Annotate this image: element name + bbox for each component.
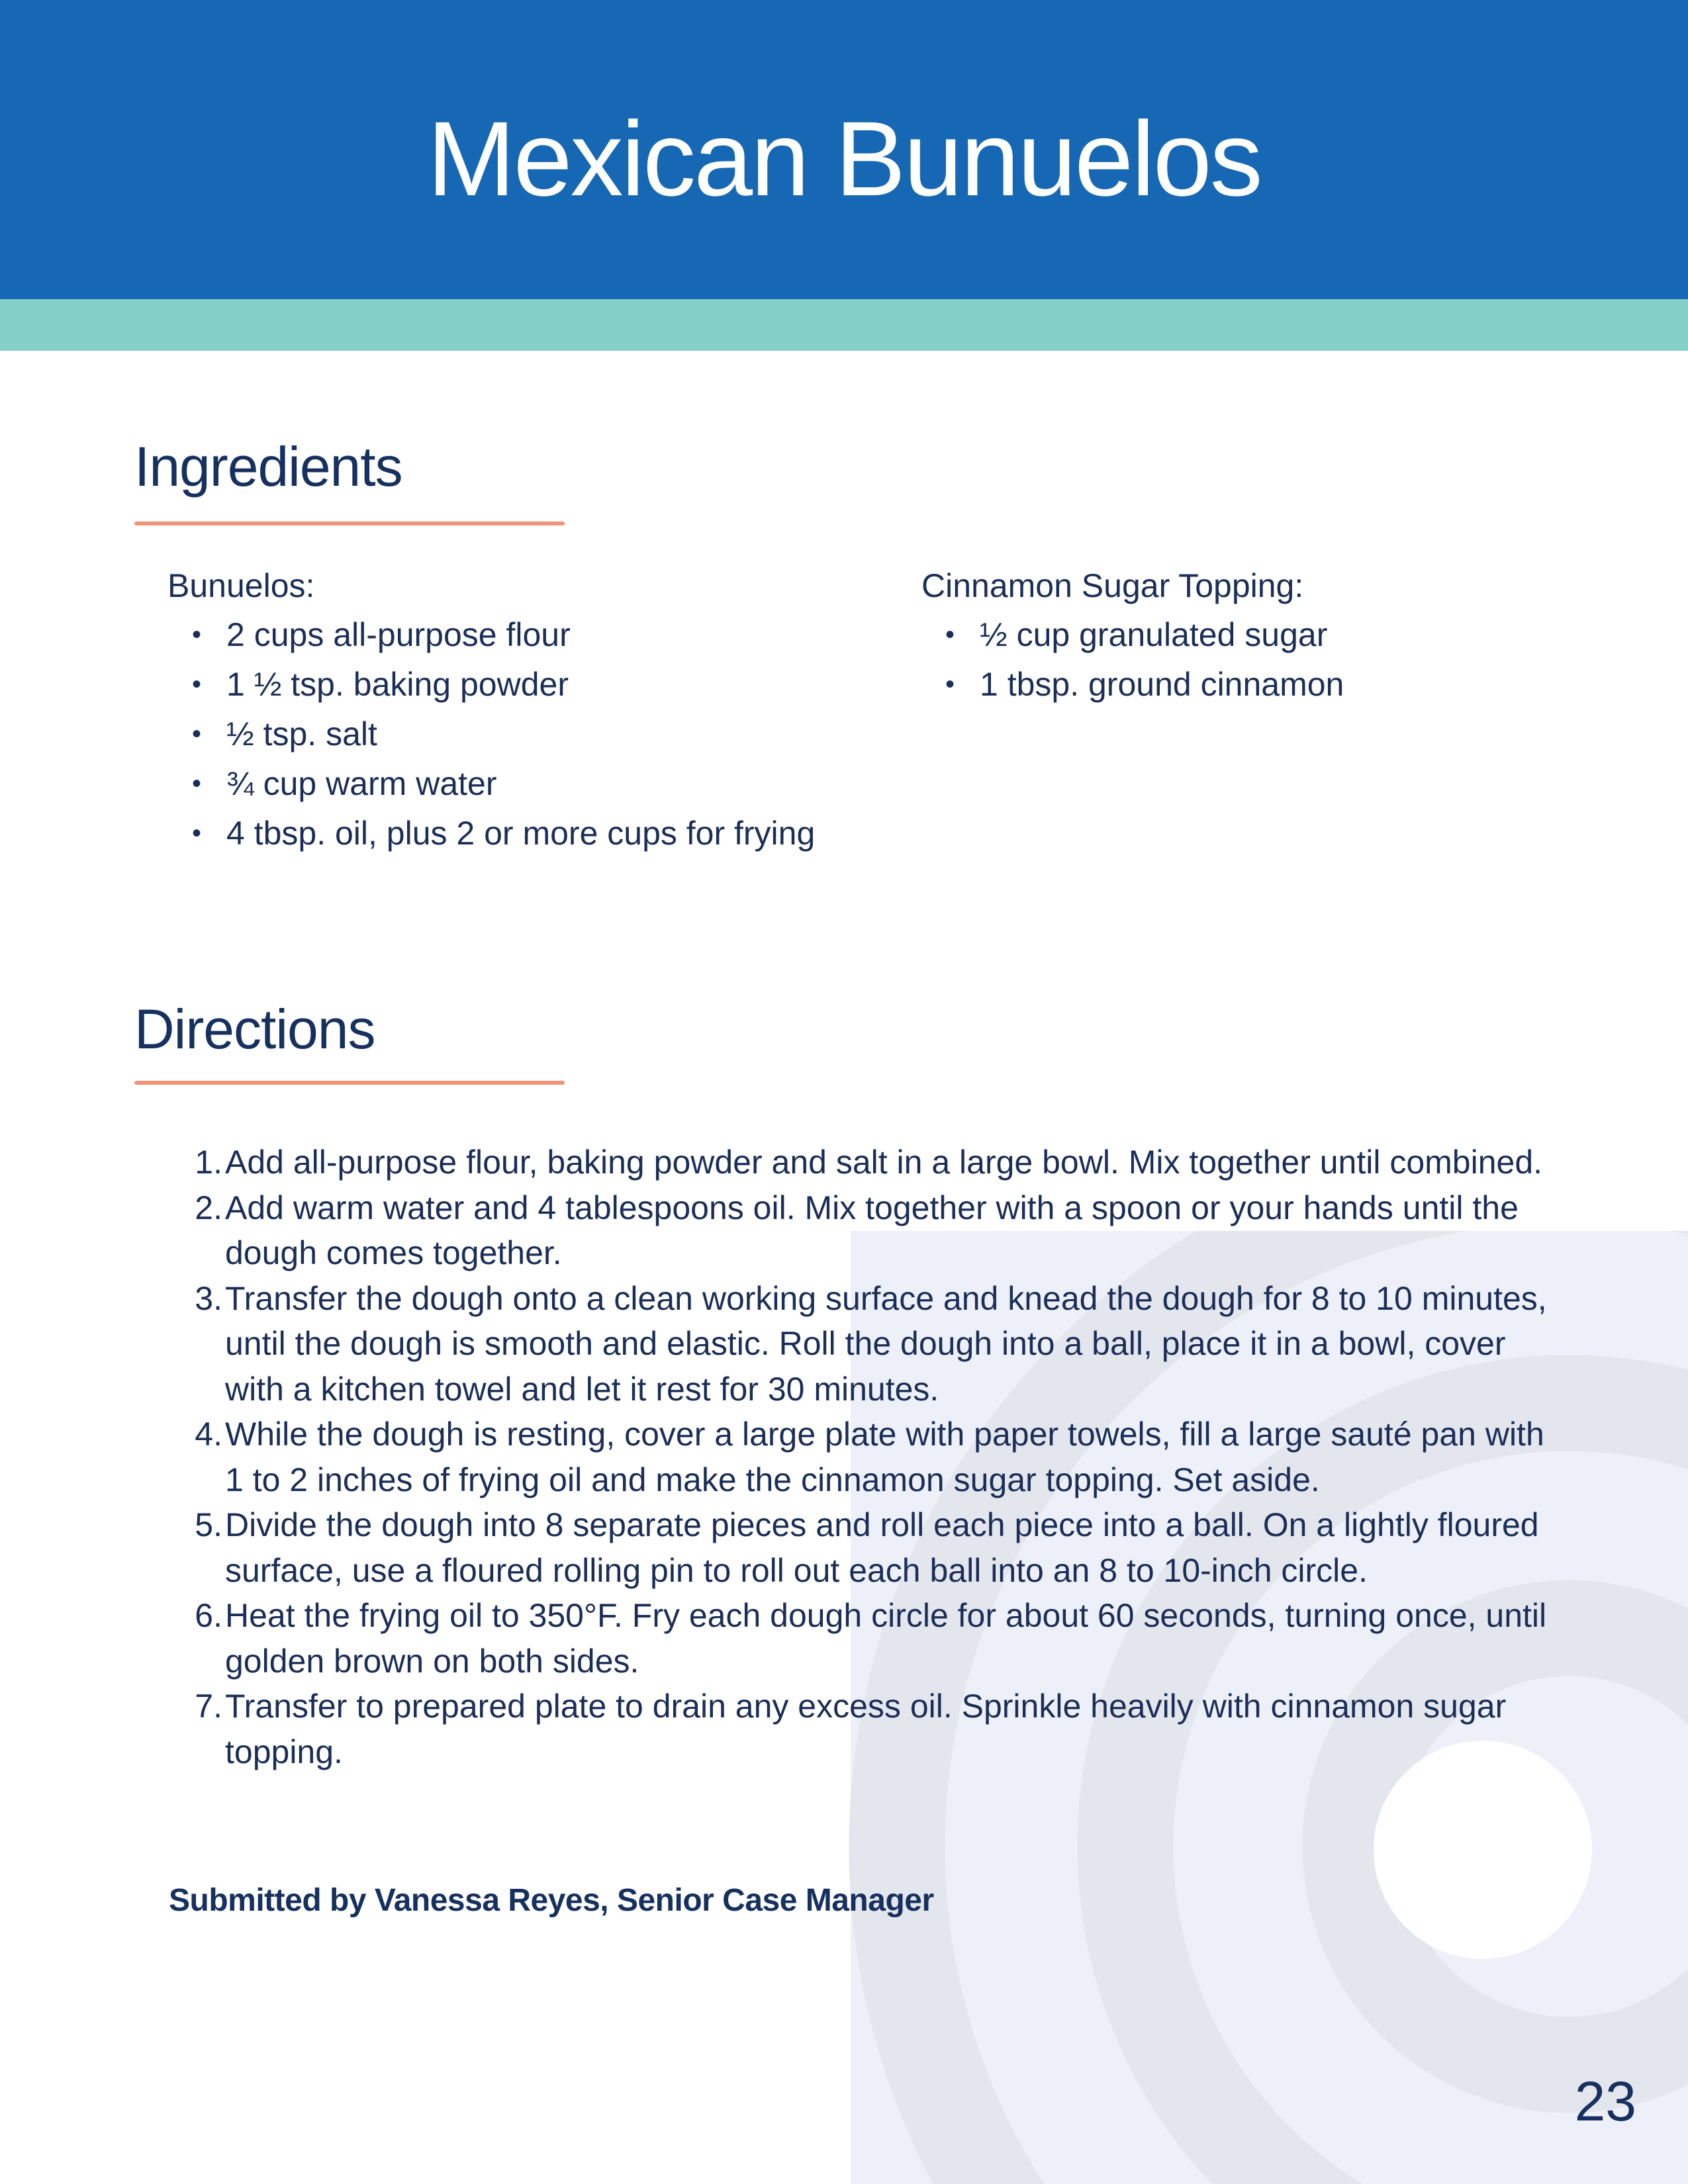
direction-step [192,1502,1569,1593]
step-number: 5. [195,1506,222,1543]
direction-step [192,1185,1569,1276]
step-number: 4. [195,1416,222,1453]
directions-underline [134,1081,565,1085]
direction-step [192,1276,1569,1412]
list-item: • ½ cup granulated sugar [945,610,1344,660]
direction-step [192,1684,1569,1774]
step-text: Heat the frying oil to 350°F. Fry each dough circle for about 60 seconds, turning once, until golden brown on both sides. [225,1597,1547,1680]
directions-list [192,1140,1569,1774]
list-item: • 1 tbsp. ground cinnamon [945,660,1344,709]
step-number: 2. [195,1189,222,1226]
teal-accent-band [0,299,1688,351]
step-text: Transfer the dough onto a clean working surface and knead the dough for 8 to 10 minutes, until the dough is smooth and elastic. Roll the dough into a ball, place it in a bowl, cover with a kitchen towel and let it rest for 30 minutes. [225,1279,1547,1408]
page-number: 23 [1574,2070,1636,2132]
submitted-by: Submitted by Vanessa Reyes, Senior Case Manager [169,1883,934,1918]
ingredients-heading: Ingredients [134,435,402,498]
step-text: While the dough is resting, cover a large plate with paper towels, fill a large sauté pan with 1 to 2 inches of frying oil and make the cinnamon sugar topping. Set aside. [225,1416,1544,1498]
step-number: 1. [195,1144,222,1181]
ingredients-underline [134,522,565,525]
step-text: Add warm water and 4 tablespoons oil. Mix together with a spoon or your hands until the dough comes together. [225,1189,1519,1271]
list-item: • 1 ½ tsp. baking powder [192,660,815,709]
list-item: • ¾ cup warm water [192,759,815,809]
direction-step [192,1412,1569,1502]
direction-step [192,1140,1569,1185]
step-number: 7. [195,1688,222,1725]
topping-ingredient-list [945,610,1344,709]
step-number: 3. [195,1279,222,1317]
list-item: • 4 tbsp. oil, plus 2 or more cups for frying [192,809,815,858]
step-text: Add all-purpose flour, baking powder and salt in a large bowl. Mix together until combined. [225,1144,1543,1181]
direction-step [192,1593,1569,1684]
step-text: Divide the dough into 8 separate pieces and roll each piece into a ball. On a lightly floured surface, use a floured rolling pin to roll out each ball into an 8 to 10-inch circle. [225,1506,1539,1589]
title-banner [0,0,1688,299]
list-item: • 2 cups all-purpose flour [192,610,815,660]
bunuelos-ingredient-list [192,610,815,858]
list-item: • ½ tsp. salt [192,709,815,759]
recipe-title: Mexican Bunuelos [427,99,1261,218]
topping-label: Cinnamon Sugar Topping: [921,567,1304,604]
step-number: 6. [195,1597,222,1634]
step-text: Transfer to prepared plate to drain any excess oil. Sprinkle heavily with cinnamon sugar topping. [225,1688,1507,1770]
bunuelos-label: Bunuelos: [167,567,315,604]
directions-heading: Directions [134,998,375,1060]
